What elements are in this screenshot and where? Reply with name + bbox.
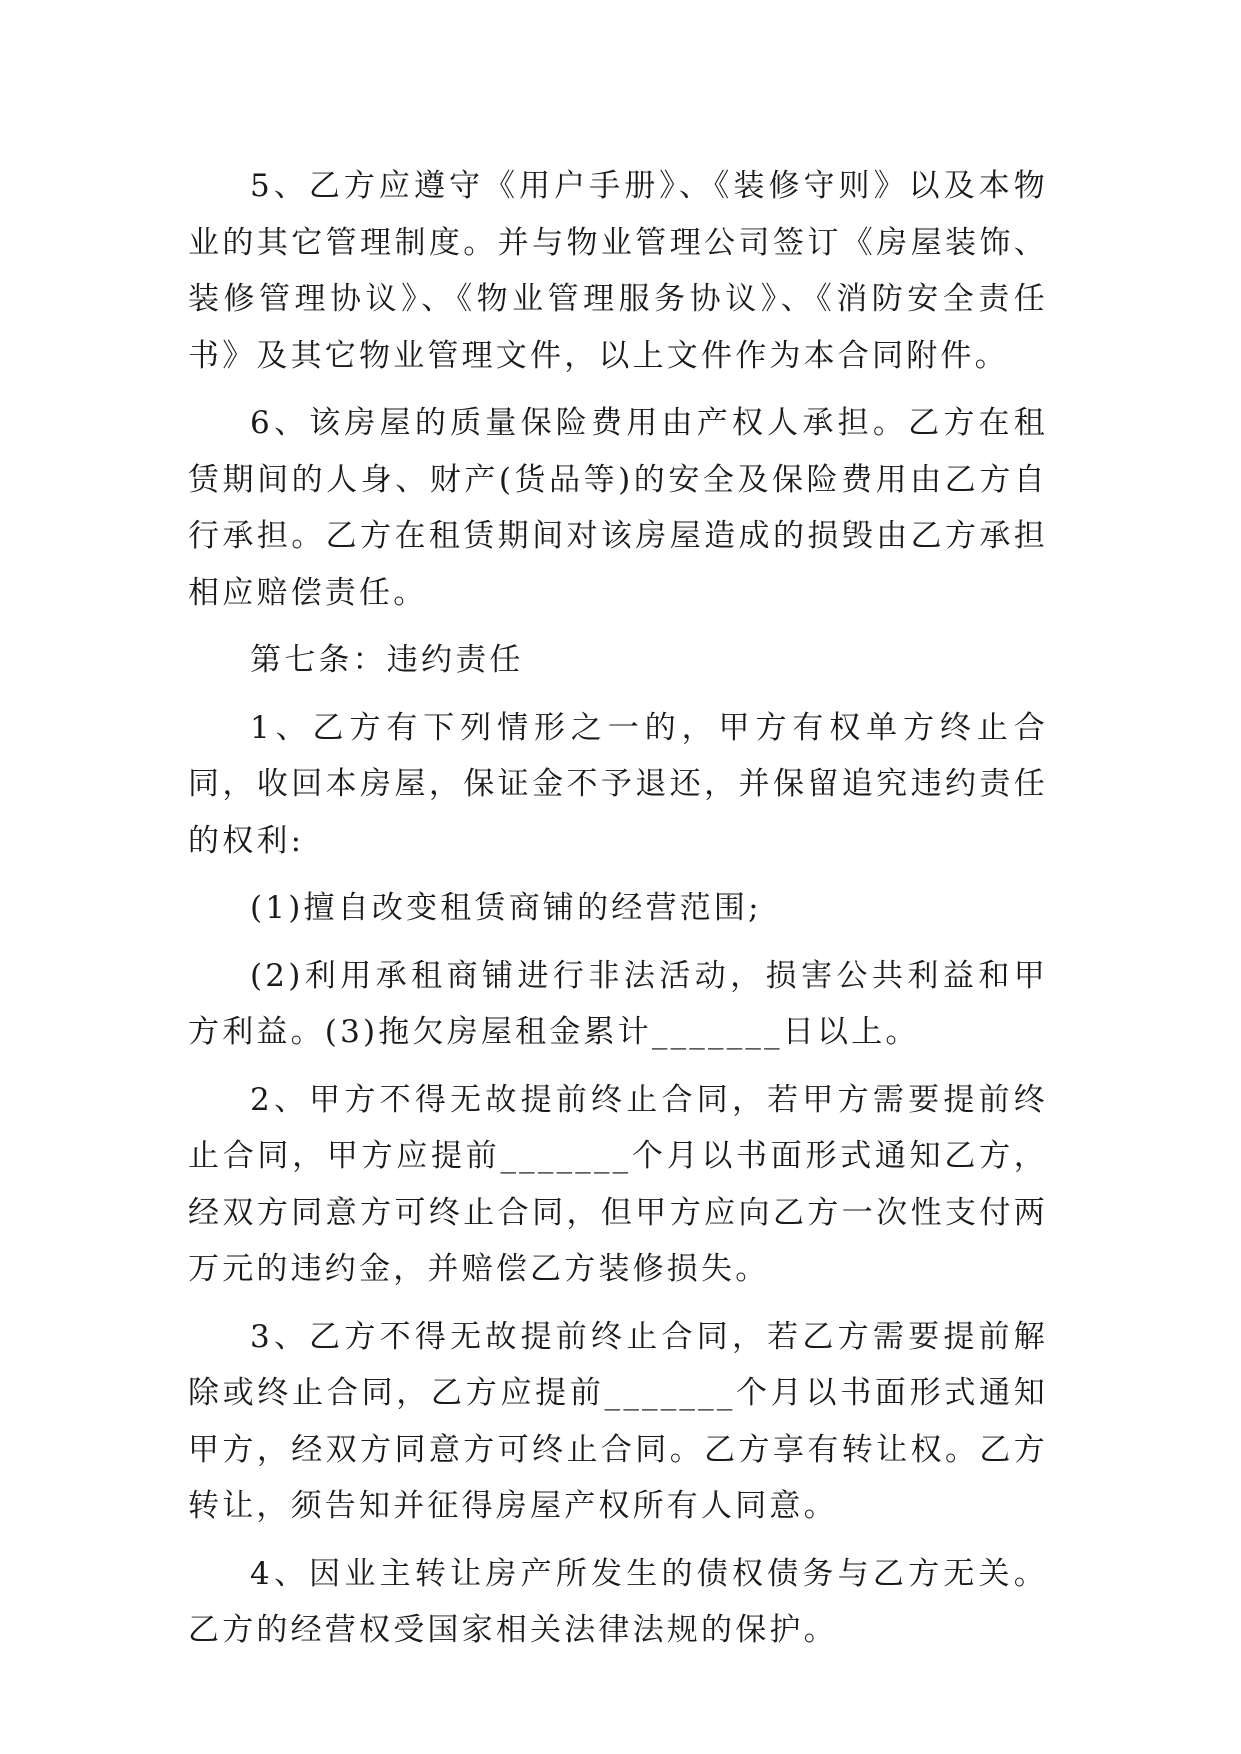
paragraph-breach-clause-2: 2、甲方不得无故提前终止合同，若甲方需要提前终止合同，甲方应提前_______个月以书面形式通知乙方，经双方同意方可终止合同，但甲方应向乙方一次性支付两万元的违约金，并赔偿乙方装修损失。 bbox=[188, 1081, 1048, 1287]
document-body bbox=[188, 158, 1048, 1670]
paragraph-clause-5: 5、乙方应遵守《用户手册》、《装修守则》以及本物业的其它管理制度。并与物业管理公司签订《房屋装饰、装修管理协议》、《物业管理服务协议》、《消防安全责任书》及其它物业管理文件，以上文件作为本合同附件。 bbox=[188, 168, 1048, 374]
breach-item-1: (1)擅自改变租赁商铺的经营范围; bbox=[250, 890, 762, 926]
section-heading-article-7: 第七条：违约责任 bbox=[250, 642, 524, 678]
paragraph-breach-clause-4: 4、因业主转让房产所发生的债权债务与乙方无关。乙方的经营权受国家相关法律法规的保护。 bbox=[188, 1555, 1048, 1648]
breach-item-2-3: (2)利用承租商铺进行非法活动，损害公共利益和甲方利益。(3)拖欠房屋租金累计_______日以上。 bbox=[188, 957, 1048, 1050]
paragraph-breach-clause-1: 1、乙方有下列情形之一的，甲方有权单方终止合同，收回本房屋，保证金不予退还，并保留追究违约责任的权利: bbox=[188, 709, 1048, 859]
paragraph-breach-clause-3: 3、乙方不得无故提前终止合同，若乙方需要提前解除或终止合同，乙方应提前_______个月以书面形式通知甲方，经双方同意方可终止合同。乙方享有转让权。乙方转让，须告知并征得房屋产权所有人同意。 bbox=[188, 1318, 1048, 1524]
paragraph-clause-6: 6、该房屋的质量保险费用由产权人承担。乙方在租赁期间的人身、财产(货品等)的安全及保险费用由乙方自行承担。乙方在租赁期间对该房屋造成的损毁由乙方承担相应赔偿责任。 bbox=[188, 405, 1048, 611]
